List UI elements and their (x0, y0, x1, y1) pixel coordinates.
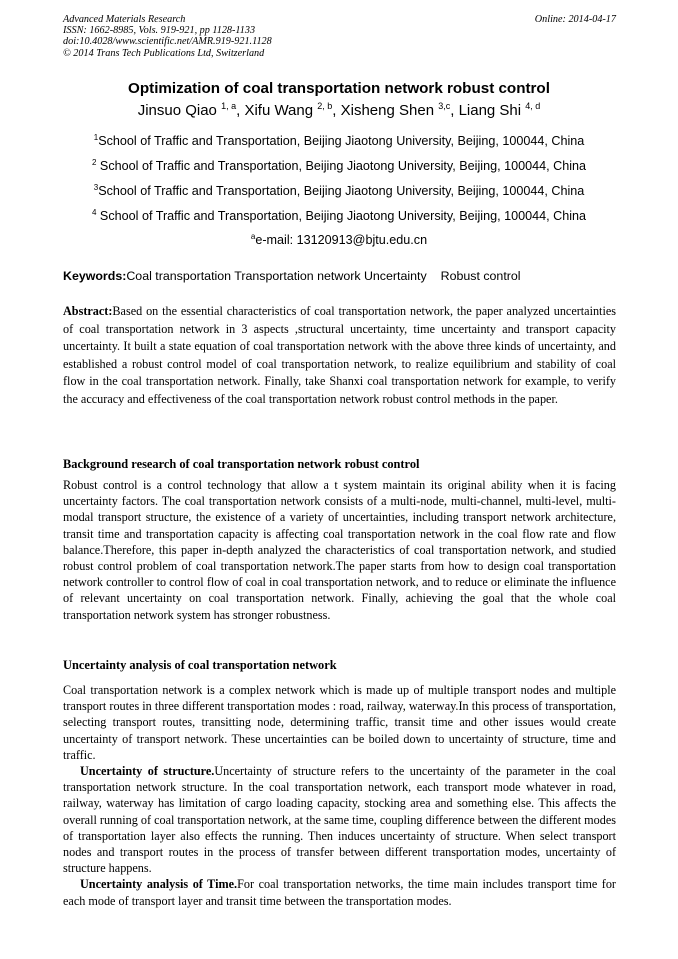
author-name: Xifu Wang (244, 102, 314, 119)
uncertainty-section (63, 682, 616, 909)
affiliation-text: School of Traffic and Transportation, Beijing Jiaotong University, Beijing, 100044, China (98, 134, 585, 148)
affiliation-mark: 3 (93, 183, 99, 192)
affiliation-mark: 4 (91, 208, 97, 217)
journal-info (63, 14, 272, 59)
journal-header (63, 14, 616, 59)
doi-line[interactable]: doi:10.4028/www.scientific.net/AMR.919-921.1128 (63, 36, 272, 48)
affiliation (0, 159, 678, 173)
structure-label: Uncertainty of structure. (80, 764, 215, 779)
keywords-terms: Coal transportation Transportation network Uncertainty (126, 269, 427, 283)
abstract (63, 303, 616, 409)
online-date: Online: 2014-04-17 (534, 14, 616, 25)
uncertainty-intro: Coal transportation network is a complex network which is made up of multiple transport nodes and multiple transport routes in three different transportation modes : road, railway, waterway.In this process of transportation, selecting transport routes, transitting node, determining traffic, transit time and other issues would create uncertainty of transport network. These uncertainties can be boiled down to uncertainty of structure, time and traffic. (63, 683, 616, 762)
affiliation (0, 209, 678, 223)
time-paragraph (63, 876, 616, 908)
affiliation-mark: 1 (93, 133, 99, 142)
author-affil-mark: 3,c (438, 101, 451, 111)
author-separator: , (332, 102, 341, 119)
contact-email (0, 233, 678, 247)
time-text: For coal transportation networks, the time main includes transport time for each mode of transport layer and transit time between the transportation modes. (63, 877, 616, 908)
author-affil-mark: 1, a (221, 101, 237, 111)
structure-text: Uncertainty of structure refers to the uncertainty of the parameter in the coal transportation network structure. In the coal transportation network, each transport mode whatever in road, railway, waterway has limitation of cargo loading capacity, stocking area and something else. This affects the overall running of coal transportation network, at the same time, coupling difference between the different modes of transportation layer also effects the running. Then induces uncertainty of structure. When select transport nodes and transport routes in the process of transfer between different transportation modes, uncertainty of structure happens. (63, 764, 616, 876)
email-mark: a (250, 232, 256, 241)
author-name: Liang Shi (458, 102, 522, 119)
author-name: Jinsuo Qiao (137, 102, 217, 119)
affiliation-text: School of Traffic and Transportation, Beijing Jiaotong University, Beijing, 100044, China (96, 159, 587, 173)
abstract-label: Abstract: (63, 304, 113, 318)
section-heading-background: Background research of coal transportation network robust control (63, 457, 420, 471)
copyright-line: © 2014 Trans Tech Publications Ltd, Switzerland (63, 47, 265, 59)
background-paragraph (63, 477, 616, 623)
author-separator: , (450, 102, 459, 119)
affiliation (0, 184, 678, 198)
abstract-text: Based on the essential characteristics of coal transportation network, the paper analyzed uncertainties of coal transportation network in 3 aspects ,structural uncertainty, time uncertainty and transport capacity uncertainty. It built a state equation of coal transportation network with the above three kinds of uncertainty, and established a robust control model of coal transportation network, to realize equilibrium and stability of coal flow in the coal transportation network. Finally, take Shanxi coal transportation network for example, to verify the accuracy and effectiveness of the coal transportation network robust control methods in the paper. (63, 304, 616, 406)
paper-title: Optimization of coal transportation network robust control (128, 80, 550, 97)
author-name: Xisheng Shen (340, 102, 435, 119)
keywords-line (63, 269, 616, 283)
affiliation-text: School of Traffic and Transportation, Beijing Jiaotong University, Beijing, 100044, China (98, 184, 585, 198)
keywords-label: Keywords: (63, 269, 127, 283)
issn-line: ISSN: 1662-8985, Vols. 919-921, pp 1128-1133 (63, 25, 256, 37)
journal-name: Advanced Materials Research (63, 14, 186, 25)
author-separator: , (236, 102, 245, 119)
affiliation-mark: 2 (91, 158, 97, 167)
affiliation (0, 134, 678, 148)
background-text: Robust control is a control technology that allow a t system maintain its original ability when it is facing uncertainty factors. The coal transportation network consists of a multi-node, multi-channel, multi-level, multi-modal transport structure, the existence of a variety of uncertainties, including transport network architecture, transit time and transportation capacity is affecting coal transportation network in the coal flow rate and flow balance.Therefore, this paper in-depth analyzed the characteristics of coal transportation network, and studied robust control problem of coal transportation network.The paper starts from how to design coal transportation network controller to control flow of coal in coal transportation network, and to reduce or eliminate the influence of relevant uncertainty on coal transportation network. Finally, achieving the goal that the whole coal transportation network system has stronger robustness. (63, 478, 616, 622)
affiliation-text: School of Traffic and Transportation, Beijing Jiaotong University, Beijing, 100044, China (96, 209, 587, 223)
email-text[interactable]: e-mail: 13120913@bjtu.edu.cn (255, 233, 428, 247)
time-label: Uncertainty analysis of Time. (80, 877, 238, 892)
author-list (0, 102, 678, 119)
structure-paragraph (63, 763, 616, 876)
section-heading-uncertainty: Uncertainty analysis of coal transportation network (63, 658, 337, 672)
author-affil-mark: 4, d (525, 101, 541, 111)
author-affil-mark: 2, b (317, 101, 333, 111)
keywords-last-term: Robust control (440, 269, 521, 283)
